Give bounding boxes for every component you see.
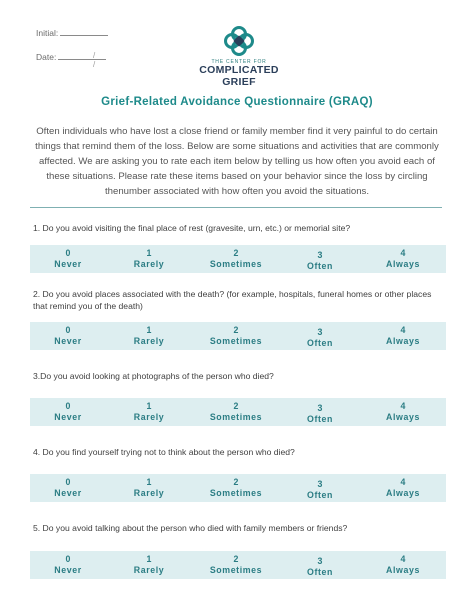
organization-logo: [184, 24, 294, 88]
question-4: 4. Do you find yourself trying not to think about the person who died?: [33, 447, 295, 457]
rating-option-often[interactable]: 3 Often: [307, 479, 333, 500]
date-label: Date:: [36, 52, 57, 62]
rating-option-rarely[interactable]: 1 Rarely: [133, 248, 165, 269]
rating-option-never[interactable]: 0 Never: [54, 554, 82, 575]
divider: [30, 207, 442, 208]
logo-big-text: COMPLICATED GRIEF: [199, 64, 279, 88]
question-2: 2. Do you avoid places associated with the death? (for example, hospitals, funeral homes or other places that remind you of the death): [33, 289, 432, 311]
initial-field: [36, 27, 108, 38]
rating-option-sometimes[interactable]: 2 Sometimes: [209, 401, 263, 422]
rating-option-sometimes[interactable]: 2 Sometimes: [209, 477, 263, 498]
rating-option-never[interactable]: 0 Never: [54, 401, 82, 422]
page-title: Grief-Related Avoidance Questionnaire (GRAQ): [101, 96, 373, 108]
rating-scale-3: [30, 398, 446, 426]
rating-option-often[interactable]: 3 Often: [307, 250, 333, 271]
question-3: 3.Do you avoid looking at photographs of the person who died?: [33, 371, 274, 381]
rating-option-never[interactable]: 0 Never: [54, 325, 82, 346]
rating-option-often[interactable]: 3 Often: [307, 403, 333, 424]
date-slashes: / /: [93, 51, 106, 69]
rating-option-rarely[interactable]: 1 Rarely: [133, 554, 165, 575]
initial-input-line[interactable]: [60, 27, 108, 36]
date-field: [36, 51, 106, 69]
logo-small-text: THE CENTER FOR: [211, 59, 267, 65]
rating-option-always[interactable]: 4 Always: [386, 554, 420, 575]
rating-option-always[interactable]: 4 Always: [386, 477, 420, 498]
rating-option-never[interactable]: 0 Never: [54, 248, 82, 269]
rating-option-sometimes[interactable]: 2 Sometimes: [209, 554, 263, 575]
rating-option-always[interactable]: 4 Always: [386, 325, 420, 346]
rating-option-never[interactable]: 0 Never: [54, 477, 82, 498]
rating-scale-1: [30, 245, 446, 273]
question-5: 5. Do you avoid talking about the person who died with family members or friends?: [33, 523, 348, 533]
rating-scale-5: [30, 551, 446, 579]
rating-option-often[interactable]: 3 Often: [307, 556, 333, 577]
rating-option-sometimes[interactable]: 2 Sometimes: [209, 248, 263, 269]
initial-label: Initial:: [36, 28, 59, 38]
rating-option-always[interactable]: 4 Always: [386, 401, 420, 422]
rating-scale-2: [30, 322, 446, 350]
rating-scale-4: [30, 474, 446, 502]
rating-option-rarely[interactable]: 1 Rarely: [133, 401, 165, 422]
rating-option-always[interactable]: 4 Always: [386, 248, 420, 269]
question-1: 1. Do you avoid visiting the final place of rest (gravesite, urn, etc.) or memorial site?: [33, 223, 351, 233]
rating-option-often[interactable]: 3 Often: [307, 327, 333, 348]
knot-icon: [222, 24, 256, 58]
rating-option-sometimes[interactable]: 2 Sometimes: [209, 325, 263, 346]
intro-paragraph: Often individuals who have lost a close friend or family member find it very painful to do certain things that remind them of the loss. Below are some situations and activities that are commonly affected. We are asking you to rate each item below by telling us how often you avoid each of these situations. Please rate these items based on your behavior since the loss by circling thenumber associated with how often you avoid the situations.: [35, 126, 439, 197]
rating-option-rarely[interactable]: 1 Rarely: [133, 477, 165, 498]
rating-option-rarely[interactable]: 1 Rarely: [133, 325, 165, 346]
